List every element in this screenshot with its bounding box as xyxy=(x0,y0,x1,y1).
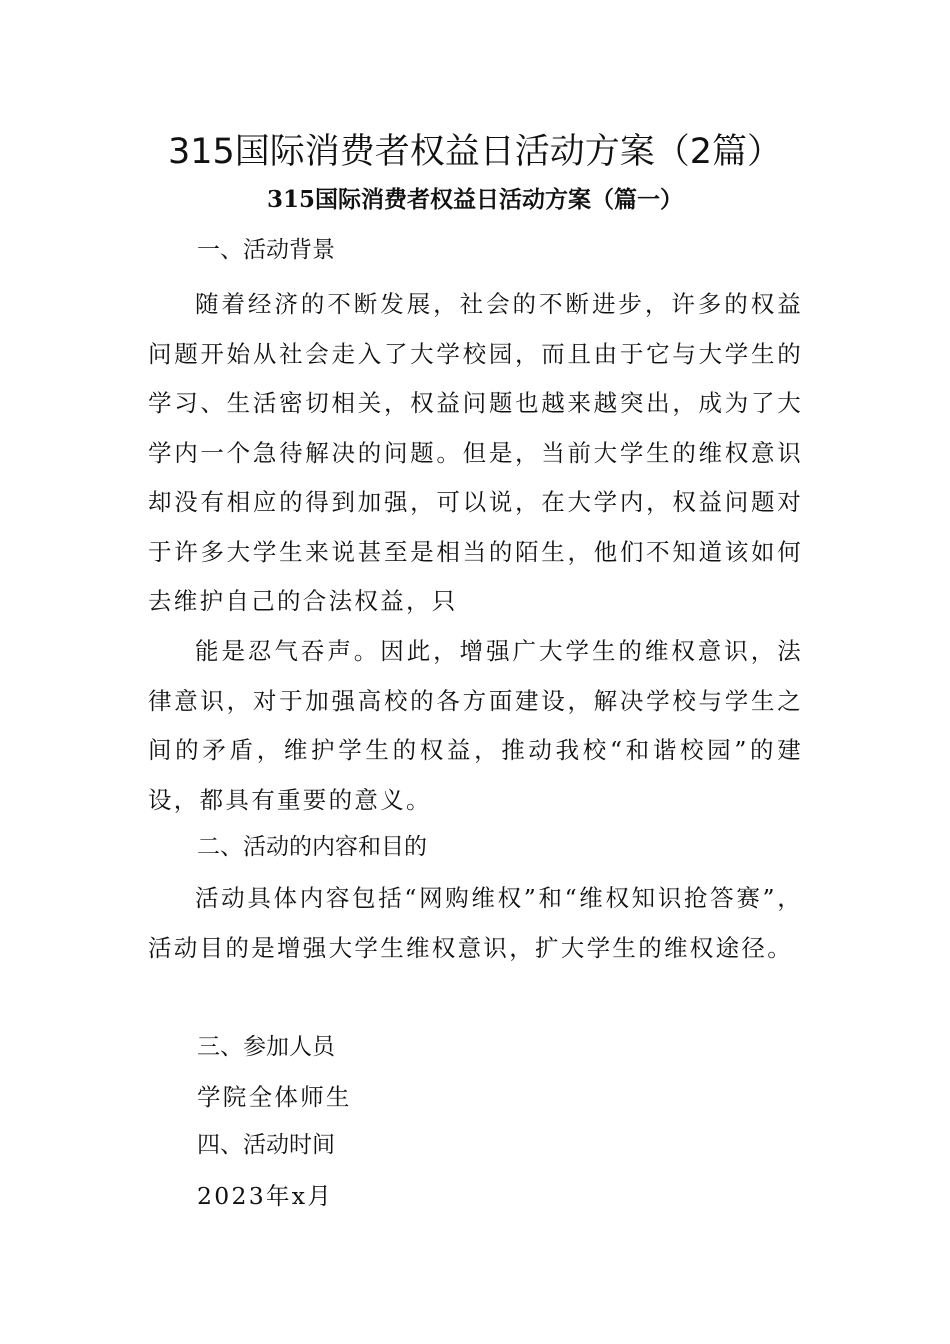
paragraph-content-purpose: 活动具体内容包括“网购维权”和“维权知识抢答赛”，活动目的是增强大学生维权意识，扩大学生的维权途径。 xyxy=(148,884,803,962)
section-heading-content-purpose: 二、活动的内容和目的 xyxy=(197,834,427,860)
paragraph-background-1: 随着经济的不断发展，社会的不断进步，许多的权益问题开始从社会走入了大学校园，而且由于它与大学生的学习、生活密切相关，权益问题也越来越突出，成为了大学内一个急待解决的问题。但是，当前大学生的维权意识却没有相应的得到加强，可以说，在大学内，权益问题对于许多大学生来说甚至是相当的陌生，他们不知道该如何去维护自己的合法权益，只 xyxy=(148,290,803,615)
section-heading-participants: 三、参加人员 xyxy=(197,1034,335,1060)
document-subtitle: 315国际消费者权益日活动方案（篇一） xyxy=(266,186,683,213)
section-heading-time: 四、活动时间 xyxy=(197,1132,335,1158)
section-heading-background: 一、活动背景 xyxy=(197,237,335,263)
document-title: 315国际消费者权益日活动方案（2篇） xyxy=(167,132,783,172)
paragraph-background-2: 能是忍气吞声。因此，增强广大学生的维权意识，法律意识，对于加强高校的各方面建设，解决学校与学生之间的矛盾，维护学生的权益，推动我校“和谐校园”的建设，都具有重要的意义。 xyxy=(148,637,803,814)
paragraph-participants: 学院全体师生 xyxy=(197,1083,352,1111)
paragraph-time: 2023年x月 xyxy=(197,1182,334,1210)
